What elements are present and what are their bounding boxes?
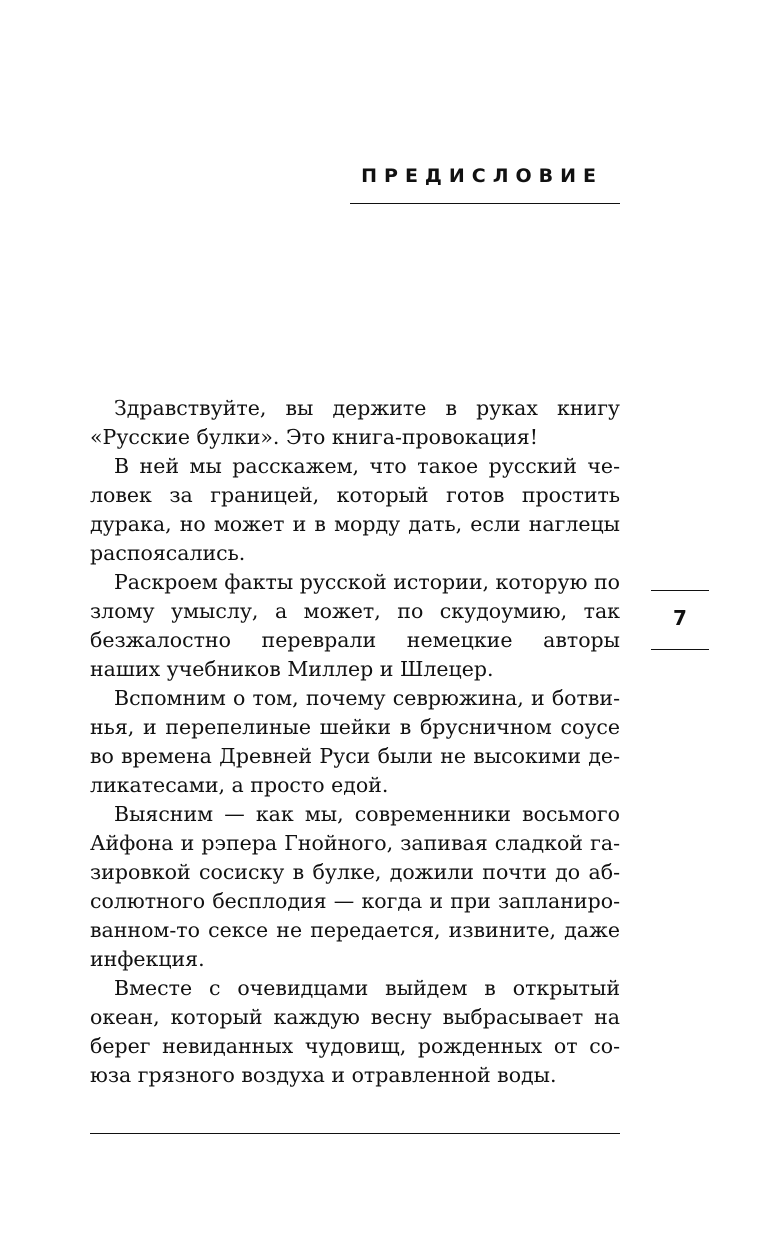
title-underline-rule — [350, 203, 620, 204]
page-number-rule-top — [651, 590, 709, 591]
body-text — [90, 394, 620, 1090]
bottom-rule — [90, 1133, 620, 1134]
paragraph: Здравствуйте, вы держите в руках книгу «Русские булки». Это книга-провокация! — [90, 396, 620, 449]
chapter-title: ПРЕДИСЛОВИЕ — [361, 165, 603, 187]
paragraph: Вместе с очевидцами выйдем в открытый океан, который каждую весну выбрасывает на берег невиданных чудовищ, рожденных от союза грязного воздуха и отравленной воды. — [90, 976, 620, 1087]
paragraph: Вспомним о том, почему севрюжина, и ботвинья, и перепелиные шейки в брусничном соусе во времена Древней Руси были не высокими деликатесами, а просто едой. — [90, 686, 620, 797]
page-number: 7 — [673, 606, 687, 630]
paragraph: В ней мы расскажем, что такое русский человек за границей, который готов простить дурака, но может и в морду дать, если наглецы распоясались. — [90, 454, 620, 565]
paragraph: Выясним — как мы, современники восьмого Айфона и рэпера Гнойного, запивая сладкой газировкой сосиску в булке, дожили почти до абсолютного бесплодия — когда и при запланированном-то сексе не передается, извините, даже инфекция. — [90, 802, 620, 971]
page-number-rule-bottom — [651, 649, 709, 650]
paragraph: Раскроем факты русской истории, которую по злому умыслу, а может, по скудоумию, так безжалостно переврали немецкие авторы наших учебников Миллер и Шлецер. — [90, 570, 620, 681]
